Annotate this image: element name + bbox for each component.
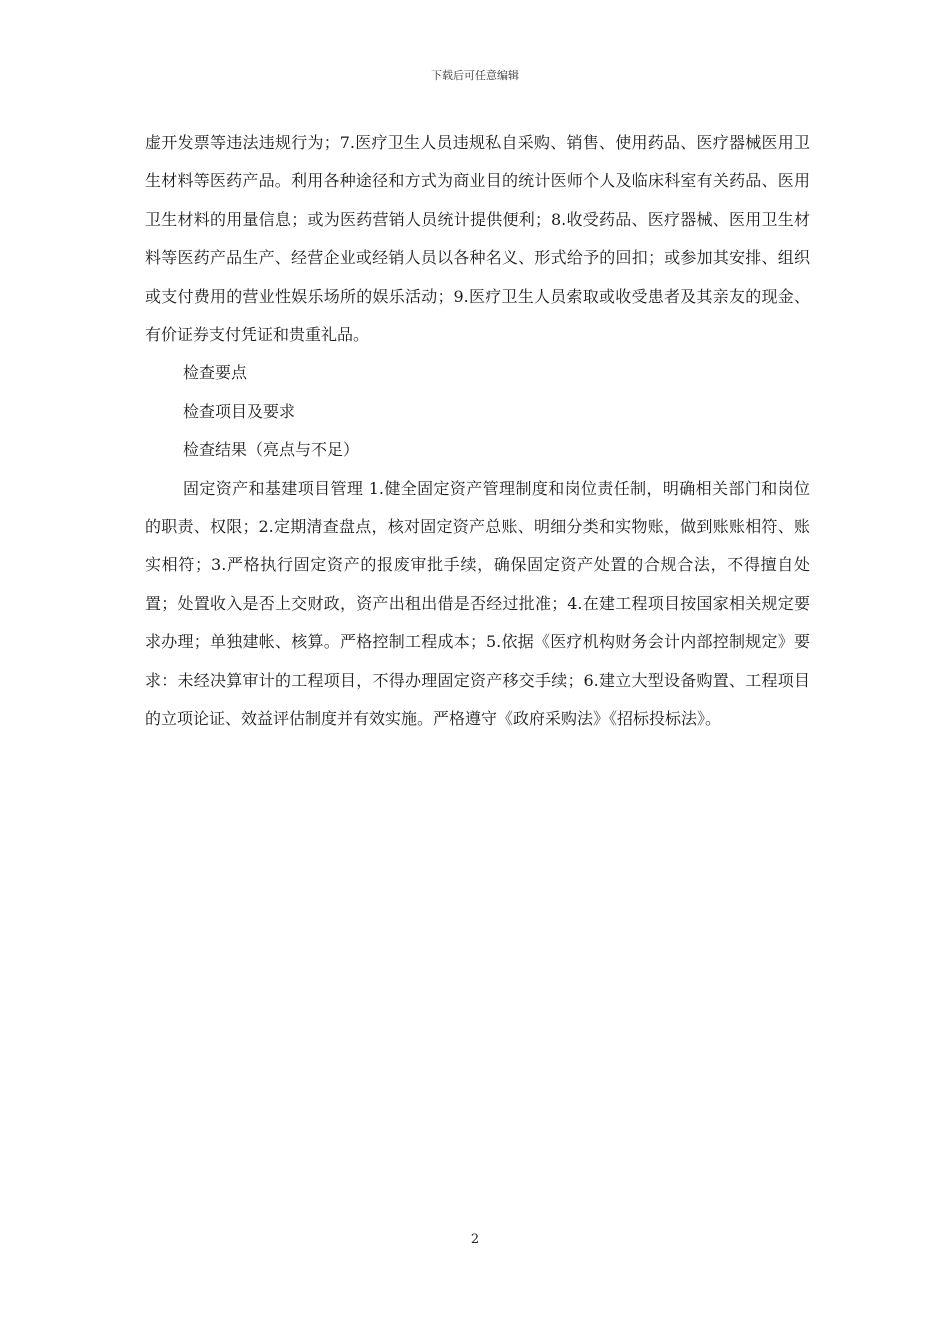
paragraph-continued-violations: 虚开发票等违法违规行为；7.医疗卫生人员违规私自采购、销售、使用药品、医疗器械医用卫生材料等医药产品。利用各种途径和方式为商业目的统计医师个人及临床科室有关药品、医用卫生材料的用量信息；或为医药营销人员统计提供便利；8.收受药品、医疗器械、医用卫生材料等医药产品生产、经营企业或经销人员以各种名义、形式给予的回扣；或参加其安排、组织或支付费用的营业性娱乐场所的娱乐活动；9.医疗卫生人员索取或收受患者及其亲友的现金、有价证券支付凭证和贵重礼品。	[145, 133, 810, 345]
page-number: 2	[470, 1232, 480, 1247]
document-body	[145, 124, 810, 739]
heading-inspection-results: 检查结果（亮点与不足）	[183, 440, 360, 460]
heading-inspection-items: 检查项目及要求	[183, 401, 296, 421]
paragraph-fixed-assets: 固定资产和基建项目管理 1.健全固定资产管理制度和岗位责任制，明确相关部门和岗位的职责、权限；2.定期清查盘点，核对固定资产总账、明细分类和实物账，做到账账相符、账实相符；3.严格执行固定资产的报废审批手续，确保固定资产处置的合规合法，不得擅自处置；处置收入是否上交财政，资产出租出借是否经过批准；4.在建工程项目按国家相关规定要求办理；单独建帐、核算。严格控制工程成本；5.依据《医疗机构财务会计内部控制规定》要求：未经决算审计的工程项目，不得办理固定资产移交手续；6.建立大型设备购置、工程项目的立项论证、效益评估制度并有效实施。严格遵守《政府采购法》《招标投标法》。	[145, 478, 810, 729]
heading-inspection-points: 检查要点	[183, 363, 248, 383]
page-header: 下载后可任意编辑	[431, 69, 519, 82]
